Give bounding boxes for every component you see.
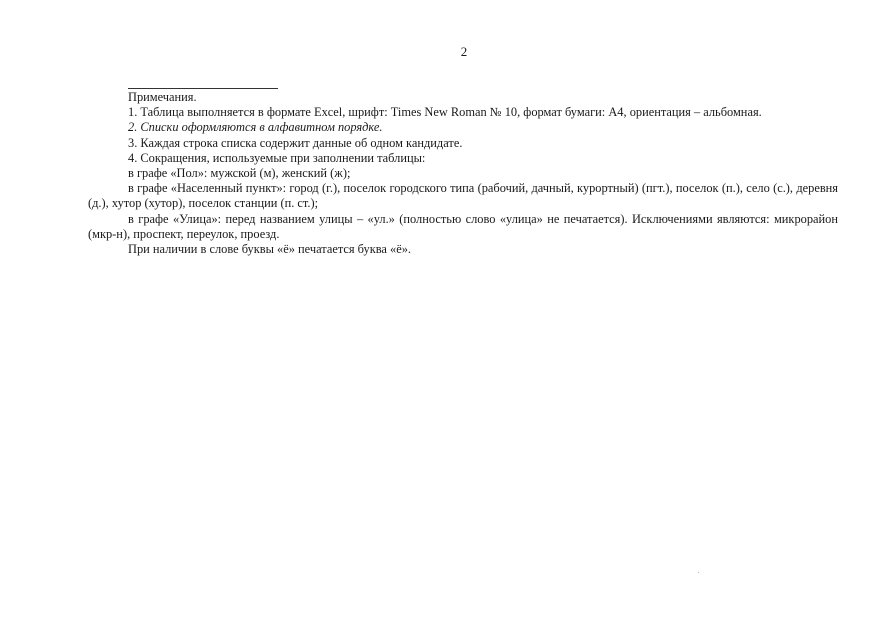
note-item-3: 3. Каждая строка списка содержит данные об одном кандидате. — [128, 135, 463, 150]
scan-speck — [698, 572, 699, 573]
note-yo: При наличии в слове буквы «ё» печатается буква «ё». — [128, 242, 412, 257]
note-gender: в графе «Пол»: мужской (м), женский (ж); — [128, 166, 351, 181]
page-number: 2 — [460, 44, 468, 59]
note-item-4: 4. Сокращения, используемые при заполнении таблицы: — [128, 150, 426, 165]
footnote-separator — [128, 88, 278, 89]
note-locality: в графе «Населенный пункт»: город (г.), поселок городского типа (рабочий, дачный, курортный) (пгт.), поселок (п.), село (с.), деревня (д.), хутор (хутор), поселок станции (п. ст.); — [88, 181, 838, 211]
note-item-2-text: 2. Списки оформляются в алфавитном порядке. — [128, 120, 383, 135]
note-street: в графе «Улица»: перед названием улицы – «ул.» (полностью слово «улица» не печатается). Исключениями являются: микрорайон (мкр-н), проспект, переулок, проезд. — [88, 211, 838, 241]
notes-heading: Примечания. — [128, 90, 197, 104]
notes-block — [88, 90, 838, 257]
note-item-1: 1. Таблица выполняется в формате Excel, шрифт: Times New Roman № 10, формат бумаги: А4, ориентация – альбомная. — [128, 105, 762, 120]
note-item-2 — [88, 120, 838, 135]
